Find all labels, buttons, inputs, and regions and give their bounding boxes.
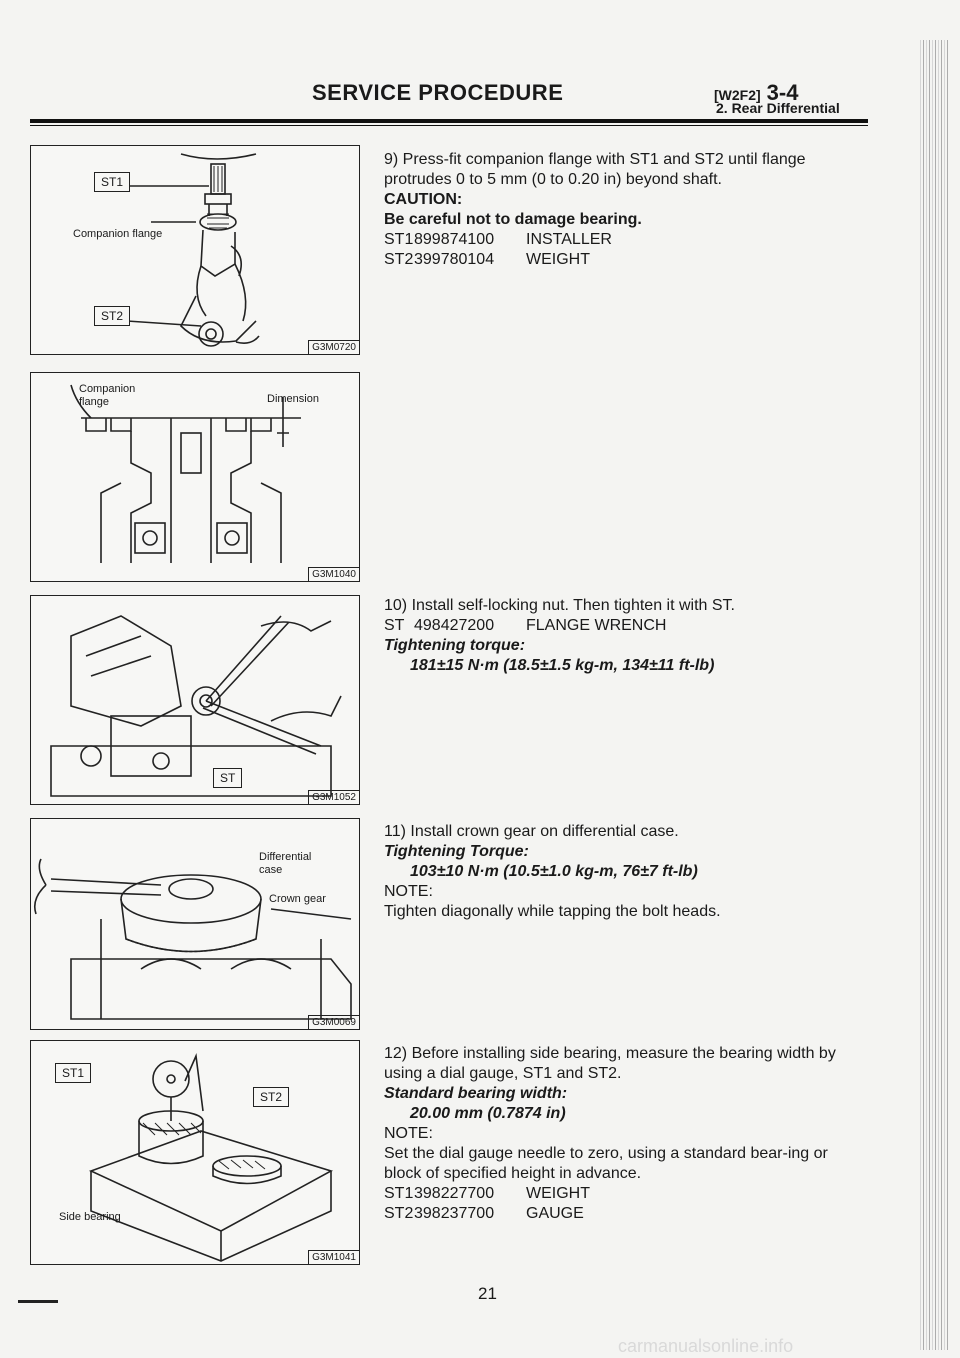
header-rule	[30, 119, 868, 123]
tool-row	[384, 250, 868, 270]
crown-gear-label: Crown gear	[269, 893, 326, 905]
tool-name: WEIGHT	[526, 251, 590, 268]
tool-row	[384, 616, 868, 636]
tool-id: ST1	[384, 231, 414, 248]
figure-drawing	[31, 146, 361, 356]
figure-flange-wrench	[30, 595, 360, 805]
section-number: 3-4	[766, 80, 799, 105]
figure-companion-flange-press	[30, 145, 360, 355]
figure-flange-dimension	[30, 372, 360, 582]
tool-part-no: 399780104	[414, 251, 495, 268]
torque-value: 103±10 N·m (10.5±1.0 kg-m, 76±7 ft-lb)	[410, 863, 698, 880]
tool-id: ST2	[384, 251, 414, 268]
torque-label: Tightening Torque:	[384, 843, 529, 860]
watermark: carmanualsonline.info	[618, 1336, 794, 1356]
tool-part-no: 398227700	[414, 1185, 495, 1202]
side-bearing-label: Side bearing	[59, 1211, 121, 1223]
st-callout: ST	[213, 768, 242, 788]
torque-value: 181±15 N·m (18.5±1.5 kg-m, 134±11 ft-lb)	[410, 657, 715, 674]
torque-label: Tightening torque:	[384, 637, 526, 654]
figure-code: G3M1041	[308, 1250, 359, 1264]
tool-part-no: 398237700	[414, 1205, 495, 1222]
tool-name: INSTALLER	[526, 231, 612, 248]
companion-flange-label: Companion flange	[73, 228, 163, 240]
tool-row	[384, 230, 868, 250]
figure-crown-gear	[30, 818, 360, 1030]
tool-id: ST	[384, 617, 405, 634]
figure-drawing	[31, 819, 361, 1031]
step-11	[384, 822, 868, 922]
tool-name: FLANGE WRENCH	[526, 617, 667, 634]
scan-edge	[920, 40, 948, 1350]
section-code-prefix: [W2F2]	[714, 87, 761, 103]
section-subtitle: 2. Rear Differential	[716, 100, 840, 116]
note-label: NOTE:	[384, 1125, 433, 1142]
spec-label: Standard bearing width:	[384, 1085, 568, 1102]
tool-id: ST2	[384, 1205, 414, 1222]
note-label: NOTE:	[384, 883, 433, 900]
figure-drawing	[31, 596, 361, 806]
step-12-text: 12) Before installing side bearing, measure the bearing width by using a dial gauge, ST1 and ST2.	[384, 1045, 836, 1082]
header-rule-thin	[30, 125, 868, 126]
spec-value: 20.00 mm (0.7874 in)	[410, 1105, 566, 1122]
step-11-text: 11) Install crown gear on differential case.	[384, 823, 679, 840]
page-title: SERVICE PROCEDURE	[312, 80, 564, 105]
figure-code: G3M1040	[308, 567, 359, 581]
note-text: Set the dial gauge needle to zero, using a standard bear-ing or block of specified height in advance.	[384, 1145, 828, 1182]
corner-mark	[18, 1300, 58, 1303]
st1-callout: ST1	[55, 1063, 91, 1083]
st2-callout: ST2	[94, 306, 130, 326]
step-9-text: 9) Press-fit companion flange with ST1 and ST2 until flange protrudes 0 to 5 mm (0 to 0.20 in) beyond shaft.	[384, 151, 806, 188]
tool-part-no: 899874100	[414, 231, 495, 248]
note-text: Tighten diagonally while tapping the bolt heads.	[384, 903, 721, 920]
step-9	[384, 150, 868, 270]
dimension-label: Dimension	[267, 393, 319, 405]
figure-bearing-gauge	[30, 1040, 360, 1265]
caution-text: Be careful not to damage bearing.	[384, 211, 642, 228]
figure-code: G3M1052	[308, 790, 359, 804]
step-10	[384, 596, 868, 676]
tool-name: WEIGHT	[526, 1185, 590, 1202]
tool-part-no: 498427200	[414, 617, 495, 634]
tool-row	[384, 1204, 868, 1224]
figure-code: G3M0720	[308, 340, 359, 354]
caution-label: CAUTION:	[384, 191, 463, 208]
st2-callout: ST2	[253, 1087, 289, 1107]
tool-name: GAUGE	[526, 1205, 584, 1222]
st1-callout: ST1	[94, 172, 130, 192]
tool-id: ST1	[384, 1185, 414, 1202]
companion-flange-label: Companion flange	[79, 383, 136, 408]
tool-row	[384, 1184, 868, 1204]
page-number: 21	[478, 1284, 497, 1303]
figure-code: G3M0069	[308, 1015, 359, 1029]
step-12	[384, 1044, 868, 1224]
step-10-text: 10) Install self-locking nut. Then tighten it with ST.	[384, 597, 735, 614]
differential-case-label: Differential case	[259, 851, 312, 876]
